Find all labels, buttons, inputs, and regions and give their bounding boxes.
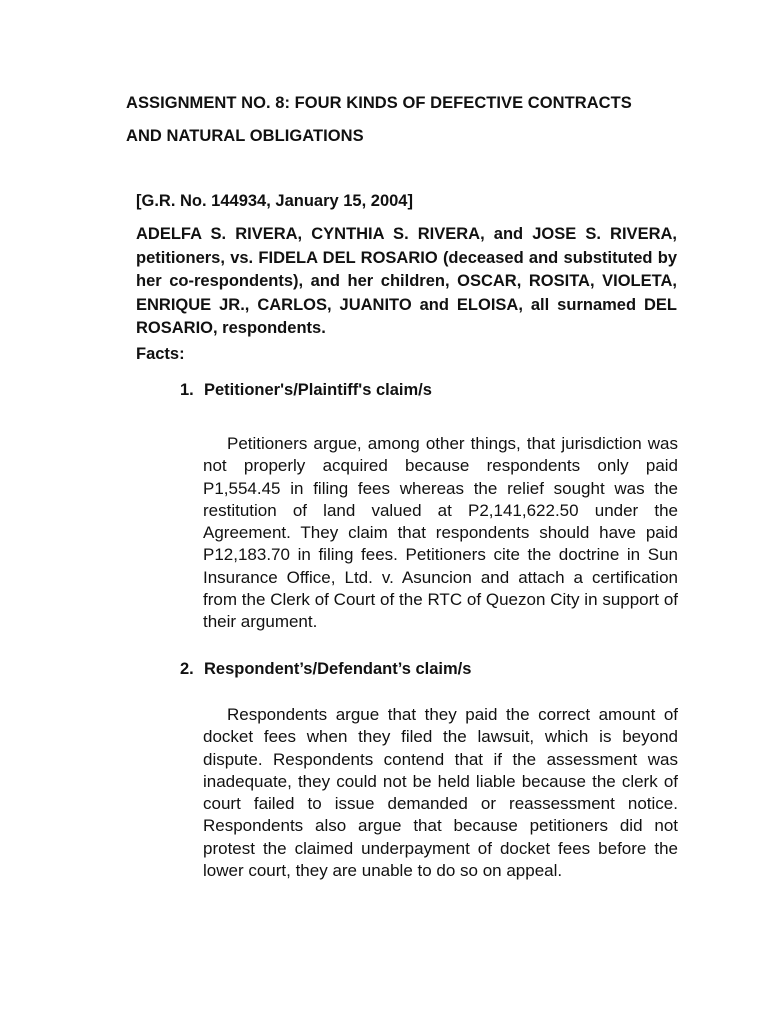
case-number: [G.R. No. 144934, January 15, 2004] (136, 192, 413, 210)
section-heading-respondent (180, 660, 471, 679)
assignment-title-line-1: ASSIGNMENT NO. 8: FOUR KINDS OF DEFECTIVE CONTRACTS (126, 94, 632, 112)
respondent-claim-paragraph: Respondents argue that they paid the correct amount of docket fees when they filed the lawsuit, which is beyond dispute. Respondents contend that if the assessment was inadequate, they could not be held liable because the clerk of court failed to issue demanded or reassessment notice. Respondents also argue that because petitioners did not protest the claimed underpayment of docket fees before the lower court, they are unable to do so on appeal. (203, 705, 678, 881)
facts-label: Facts: (136, 345, 185, 363)
case-parties: ADELFA S. RIVERA, CYNTHIA S. RIVERA, and JOSE S. RIVERA, petitioners, vs. FIDELA DEL ROSARIO (deceased and substituted by her co-respondents), and her children, OSCAR, ROSITA, VIOLETA, ENRIQUE JR., CARLOS, JUANITO and ELOISA, all surnamed DEL ROSARIO, respondents. (136, 225, 677, 338)
section-number: 2. (180, 660, 194, 678)
section-number: 1. (180, 381, 194, 399)
section-heading-petitioner (180, 381, 432, 400)
petitioner-claim-paragraph: Petitioners argue, among other things, that jurisdiction was not properly acquired because respondents only paid P1,554.45 in filing fees whereas the relief sought was the restitution of land valued at P2,141,622.50 under the Agreement. They claim that respondents should have paid P12,183.70 in filing fees. Petitioners cite the doctrine in Sun Insurance Office, Ltd. v. Asuncion and attach a certification from the Clerk of Court of the RTC of Quezon City in support of their argument. (203, 434, 678, 632)
section-heading-text: Petitioner's/Plaintiff's claim/s (204, 381, 432, 399)
assignment-title-line-2: AND NATURAL OBLIGATIONS (126, 127, 364, 145)
section-heading-text: Respondent’s/Defendant’s claim/s (204, 660, 472, 678)
